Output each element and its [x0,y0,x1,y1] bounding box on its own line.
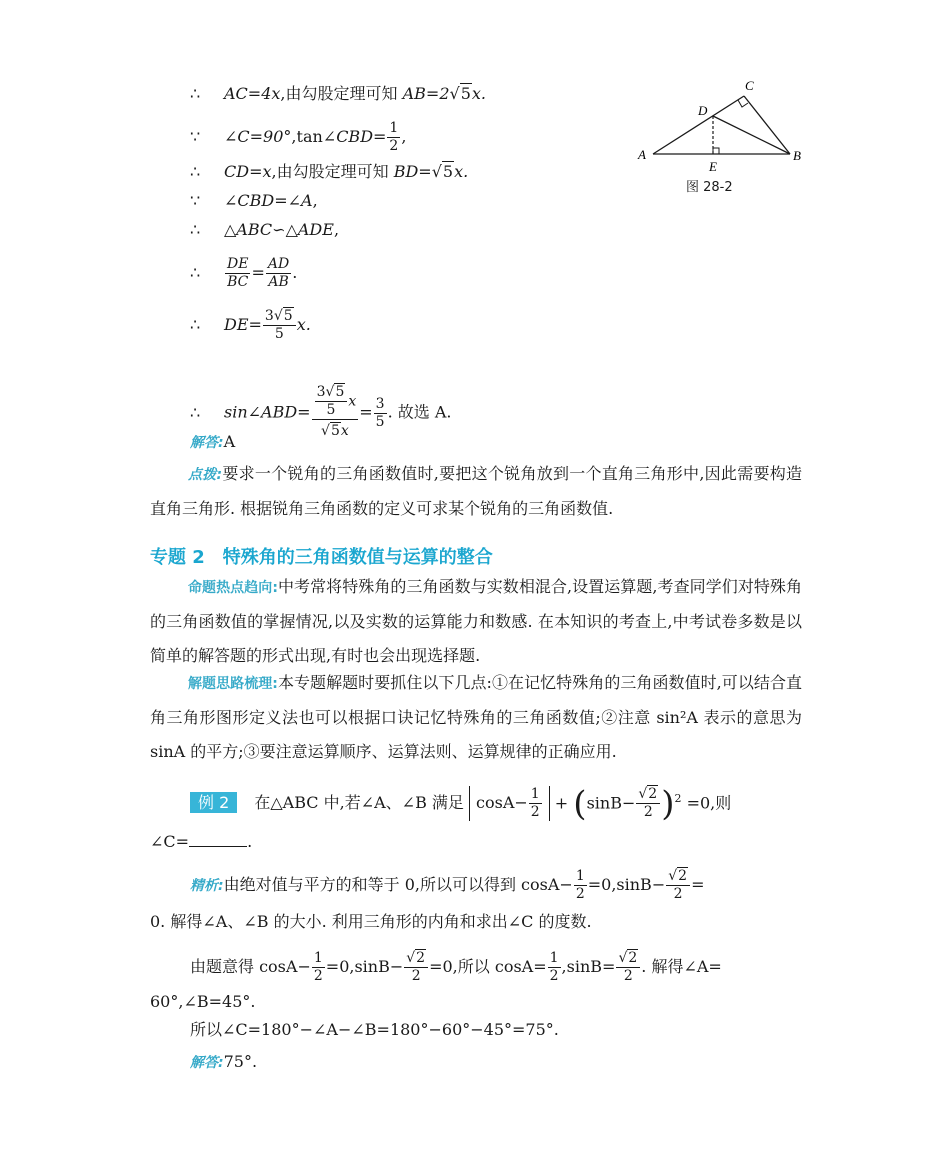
line-cb [744,96,790,154]
answer-label: 解答: [190,1055,224,1071]
step-2: ∵ ∠C=90°,tan∠CBD= $\frac{1}{2}$ , [190,120,407,154]
therefore-symbol: ∴ [190,402,201,422]
fraction-de-bc: $\frac{DE}{BC}$ [227,256,249,290]
analysis-line4: 60°,∠B=45°. [150,992,256,1011]
therefore-symbol: ∴ [190,220,201,239]
tip-label: 点拨: [188,467,223,483]
fraction-ad-ab: $\frac{AD}{AB}$ [267,256,290,290]
topic-heading: 专题 2 特殊角的三角函数值与运算的整合 [150,547,493,568]
example-2-line2: ∠C= . [150,832,253,851]
tip-paragraph: 点拨:要求一个锐角的三角函数值时,要把这个锐角放到一个直角三角形中,因此需要构造直角三角形. 根据锐角三角函数的定义可求某个锐角的三角函数值. [150,464,802,518]
label-d: D [698,103,708,118]
step-3: ∴ CD=x,由勾股定理可知 BD=√5x. [190,160,468,184]
figure-caption: 图 28-2 [686,180,733,195]
therefore-symbol: ∴ [190,263,201,282]
step-5: ∴ △ABC∽△ADE, [190,218,339,242]
line-db [713,116,790,154]
therefore-symbol: ∴ [190,162,201,181]
label-e: E [709,159,717,174]
therefore-symbol: ∴ [190,315,201,334]
step-6: ∴ $\frac{DE}{BC}$ = $\frac{AD}{AB}$ . [190,256,298,290]
answer-label: 解答: [190,435,224,451]
step-4: ∵ ∠CBD=∠A, [190,189,318,213]
example-2-line1: 例 2 在△ABC 中,若∠A、∠B 满足 cosA− $\frac{1}{2}$ + (sinB− $\frac{√2}{2}$ )$^2$ =0,则 [190,784,731,821]
fraction-3-5: $\frac{3}{5}$ [375,395,385,430]
analysis-label: 精析: [190,878,224,894]
absolute-value-expr: cosA− $\frac{1}{2}$ [469,786,550,821]
because-symbol: ∵ [190,127,201,146]
fraction-3root5-5: $\frac{3√5}{5}$ [263,308,296,343]
triangle-figure [630,76,810,176]
answer-2: 解答:75°. [190,1052,258,1071]
because-symbol: ∵ [190,191,201,210]
right-angle-c [738,100,748,107]
right-angle-e [713,148,719,154]
analysis-line1: 精析:由绝对值与平方的和等于 0,所以可以得到 cosA− $\frac{1}{2}$ =0,sinB− $\frac{√2}{2}$ = [190,868,705,902]
therefore-symbol: ∴ [190,84,201,103]
step-1: ∴ AC=4x,由勾股定理可知 AB=2√5x. [190,82,486,106]
complex-fraction: $\frac{3√5}{5}$ x √5x [312,384,359,442]
trend-paragraph: 命题热点趋向:中考常将特殊角的三角函数与实数相混合,设置运算题,考查同学们对特殊角的三角函数值的掌握情况,以及实数的运算能力和数感. 在本知识的考查上,中考试卷多数是以简单的解答题的形式出现,有时也会出现选择题. [150,577,802,665]
method-label: 解题思路梳理: [188,676,278,692]
answer-blank [189,830,247,847]
fraction-half: $\frac{1}{2}$ [389,120,399,154]
label-c: C [745,78,754,93]
analysis-line2: 0. 解得∠A、∠B 的大小. 利用三角形的内角和求出∠C 的度数. [150,912,592,931]
label-b: B [793,148,801,163]
answer-1: 解答:A [190,432,236,451]
analysis-line5: 所以∠C=180°−∠A−∠B=180°−60°−45°=75°. [190,1020,559,1039]
example-tag: 例 2 [190,792,237,813]
method-paragraph: 解题思路梳理:本专题解题时要抓住以下几点:①在记忆特殊角的三角函数值时,可以结合直角三角形图形定义法也可以根据口诀记忆特殊角的三角函数值;②注意 sin²A 表示的意思为 sinA 的平方;③要注意运算顺序、运算法则、运算规律的正确应用. [150,673,802,761]
analysis-line3: 由题意得 cosA− $\frac{1}{2}$ =0,sinB− $\frac{√2}{2}$ =0,所以 cosA= $\frac{1}{2}$ ,sinB= $\frac{√2}{2}$ . 解得∠A= [190,950,722,984]
step-7: ∴ DE= $\frac{3√5}{5}$ x. [190,308,311,342]
trend-label: 命题热点趋向: [188,580,278,596]
step-8: ∴ sin∠ABD= $\frac{3√5}{5}$ x √5x = $\frac{3}{5}$ . 故选 A. [190,384,452,442]
label-a: A [638,147,646,162]
